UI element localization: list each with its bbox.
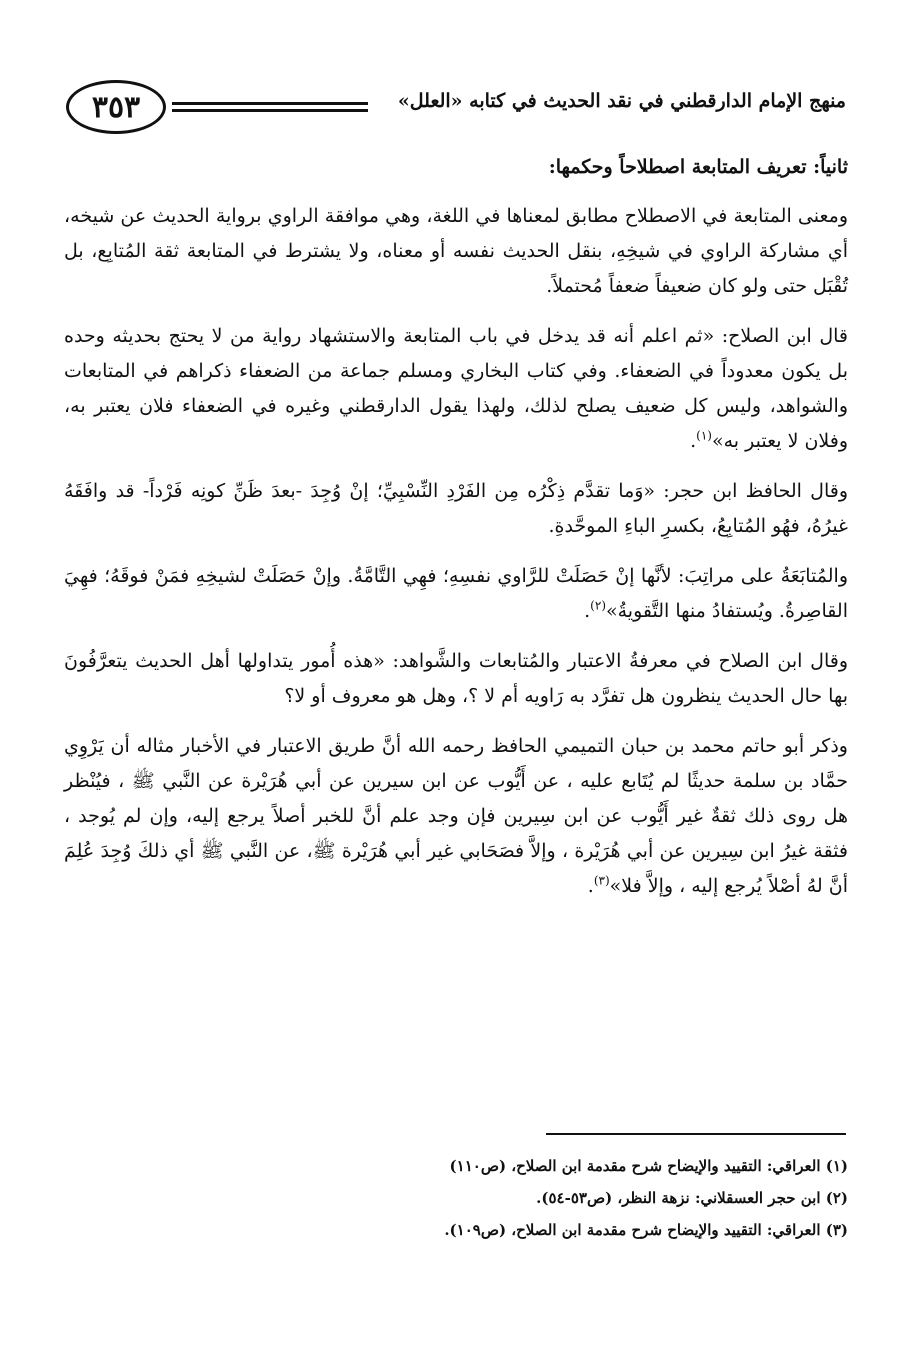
paragraph: والمُتابَعَةُ على مراتِبَ: لأنَّها إنْ حَصَلَتْ للرَّاوي نفسِهِ؛ فهِي التَّامَّةُ. وإنْ حَصَلَتْ لشيخِهِ فمَنْ فوقَهُ؛ فهِيَ القاصِرةُ. ويُستفادُ منها التَّقويةُ»$^{(٢)}$. <box>64 565 848 622</box>
footnote: (١) العراقي: التقييد والإيضاح شرح مقدمة ابن الصلاح، (ص١١٠) <box>449 1157 848 1175</box>
page-number: ٣٥٣ <box>66 80 166 134</box>
footnote: (٣) العراقي: التقييد والإيضاح شرح مقدمة ابن الصلاح، (ص١٠٩). <box>444 1221 848 1239</box>
paragraph: ومعنى المتابعة في الاصطلاح مطابق لمعناها في اللغة، وهي موافقة الراوي برواية الحديث عن شيخه، أي مشاركة الراوي في شيخِهِ، بنقل الحديث نفسه أو معناه، ولا يشترط في المتابعة ثقة المُتابِع، بل تُقْبَل حتى ولو كان ضعيفاً ضعفاً مُحتملاً. <box>64 205 848 297</box>
footnote-ref: (٣) <box>593 873 610 888</box>
paragraph: قال ابن الصلاح: «ثم اعلم أنه قد يدخل في باب المتابعة والاستشهاد رواية من لا يحتج بحديثه وحده بل يكون معدوداً في الضعفاء. وفي كتاب البخاري ومسلم جماعة من الضعفاء ذكراهم في المتابعات والشواهد، وليس كل ضعيف يصلح لذلك، ولهذا يقول الدارقطني وغيره في الضعفاء فلان يعتبر به، وفلان لا يعتبر به»$^{(١)}$. <box>64 325 848 452</box>
footnote-ref: (٢) <box>590 598 606 613</box>
paragraph: وقال ابن الصلاح في معرفةُ الاعتبار والمُتابعات والشَّواهد: «هذه أُمور يتداولها أهل الحديث يتعرَّفُونَ بها حال الحديث ينظرون هل تفرَّد به رَاويه أم لا ؟، وهل هو معروف أو لا؟ <box>64 650 848 707</box>
footnote: (٢) ابن حجر العسقلاني: نزهة النظر، (ص٥٣-٥٤). <box>536 1189 848 1207</box>
main-text <box>64 150 848 919</box>
running-title: منهج الإمام الدارقطني في نقد الحديث في كتابه «العلل» <box>397 90 846 112</box>
footnotes <box>64 1150 848 1246</box>
footnote-divider <box>546 1133 846 1135</box>
page-header <box>66 78 846 142</box>
paragraph: وقال الحافظ ابن حجر: «وَما تقدَّم ذِكْرُه مِن الفَرْدِ النِّسْبِيِّ؛ إنْ وُجِدَ -بعدَ ظَنِّ كونِه فَرْداً- قد وافَقَهُ غيرُهُ، فهُو المُتابِعُ، بكسرِ الباءِ الموحَّدةِ. <box>64 480 848 537</box>
header-double-rule <box>172 102 368 116</box>
paragraph: وذكر أبو حاتم محمد بن حبان التميمي الحافظ رحمه الله أنَّ طريق الاعتبار في الأخبار مثاله أن يَرْوِي حمَّاد بن سلمة حديثًا لم يُتَابع عليه ، عن أَيُّوب عن ابن سيرين عن أبي هُرَيْرة عن النَّبي ﷺ ، فيُنْظر هل روى ذلك ثقةٌ غير أَيُّوب عن ابن سِيرين فإن وجد علم أنَّ للخبر أصلاً يرجع إليه، وإن لم يُوجد ، فثقة غيرُ ابن سِيرين عن أبي هُرَيْرة ، وإلاَّ فصَحَابي غير أبي هُرَيْرة ﷺ، عن النَّبي ﷺ أي ذلكَ وُجِدَ عُلِمَ أنَّ لهُ أصْلاً يُرجع إليه ، وإلاَّ فلا»$^{(٣)}$. <box>64 735 848 897</box>
section-heading: ثانياً: تعريف المتابعة اصطلاحاً وحكمها: <box>548 156 848 178</box>
footnote-ref: (١) <box>696 428 712 443</box>
